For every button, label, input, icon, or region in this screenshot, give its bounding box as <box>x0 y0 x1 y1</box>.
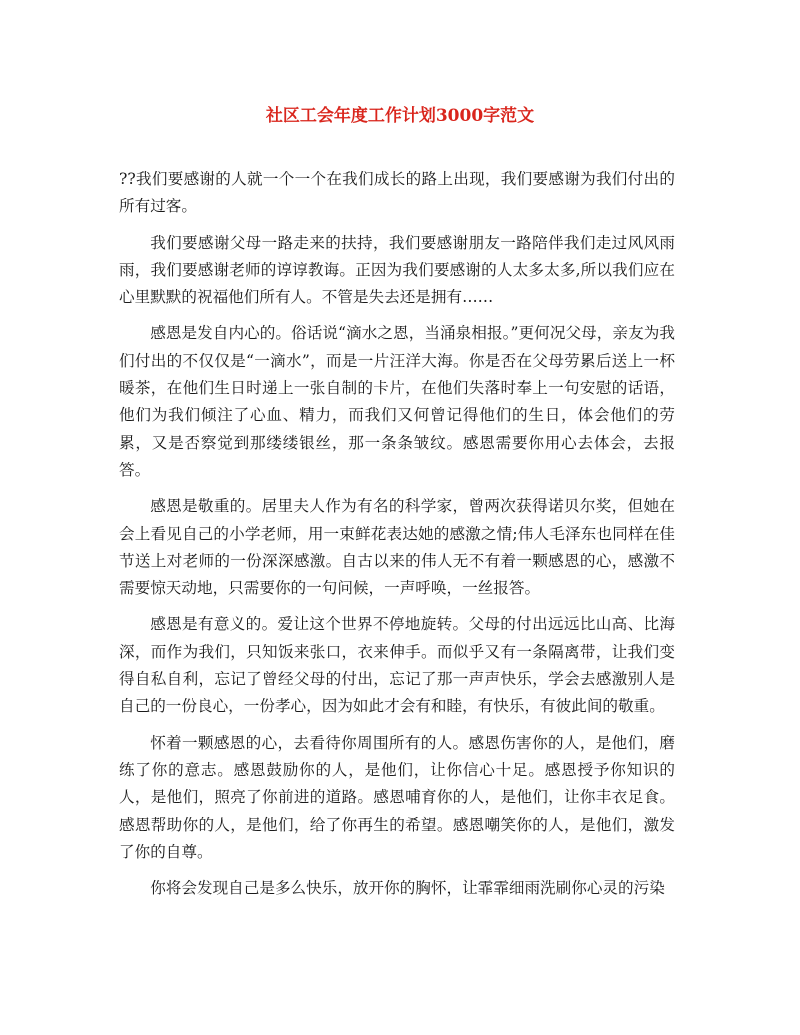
paragraph-6: 怀着一颗感恩的心，去看待你周围所有的人。感恩伤害你的人，是他们，磨练了你的意志。感恩鼓励你的人，是他们，让你信心十足。感恩授予你知识的人，是他们，照亮了你前进的道路。感恩哺育你的人，是他们，让你丰衣足食。感恩帮助你的人，是他们，给了你再生的希望。感恩嘲笑你的人，是他们，激发了你的自尊。 <box>119 733 675 861</box>
paragraph-5: 感恩是有意义的。爱让这个世界不停地旋转。父母的付出远远比山高、比海深，而作为我们，只知饭来张口，衣来伸手。而似乎又有一条隔离带，让我们变得自私自利，忘记了曾经父母的付出，忘记了那一声声快乐，学会去感激别人是自己的一份良心，一份孝心，因为如此才会有和睦，有快乐，有彼此间的敬重。 <box>119 615 675 716</box>
document-body <box>119 166 675 911</box>
paragraph-3: 感恩是发自内心的。俗话说“滴水之恩，当涌泉相报。”更何况父母，亲友为我们付出的不仅仅是“一滴水”，而是一片汪洋大海。你是否在父母劳累后送上一杯暖茶，在他们生日时递上一张自制的卡片，在他们失落时奉上一句安慰的话语，他们为我们倾注了心血、精力，而我们又何曾记得他们的生日，体会他们的劳累，又是否察觉到那缕缕银丝，那一条条皱纹。感恩需要你用心去体会，去报答。 <box>119 324 675 479</box>
paragraph-1: ??我们要感谢的人就一个一个在我们成长的路上出现，我们要感谢为我们付出的所有过客。 <box>119 170 675 216</box>
document-title: 社区工会年度工作计划3000字范文 <box>265 106 535 126</box>
paragraph-4: 感恩是敬重的。居里夫人作为有名的科学家，曾两次获得诺贝尔奖，但她在会上看见自己的小学老师，用一束鲜花表达她的感激之情;伟人毛泽东也同样在佳节送上对老师的一份深深感激。自古以来的伟人无不有着一颗感恩的心，感激不需要惊天动地，只需要你的一句问候，一声呼唤，一丝报答。 <box>119 497 675 598</box>
paragraph-7: 你将会发现自己是多么快乐，放开你的胸怀，让霏霏细雨洗刷你心灵的污染 <box>150 879 665 898</box>
paragraph-2: 我们要感谢父母一路走来的扶持，我们要感谢朋友一路陪伴我们走过风风雨雨，我们要感谢老师的谆谆教诲。正因为我们要感谢的人太多太多,所以我们应在心里默默的祝福他们所有人。不管是失去还是拥有…… <box>119 233 675 307</box>
